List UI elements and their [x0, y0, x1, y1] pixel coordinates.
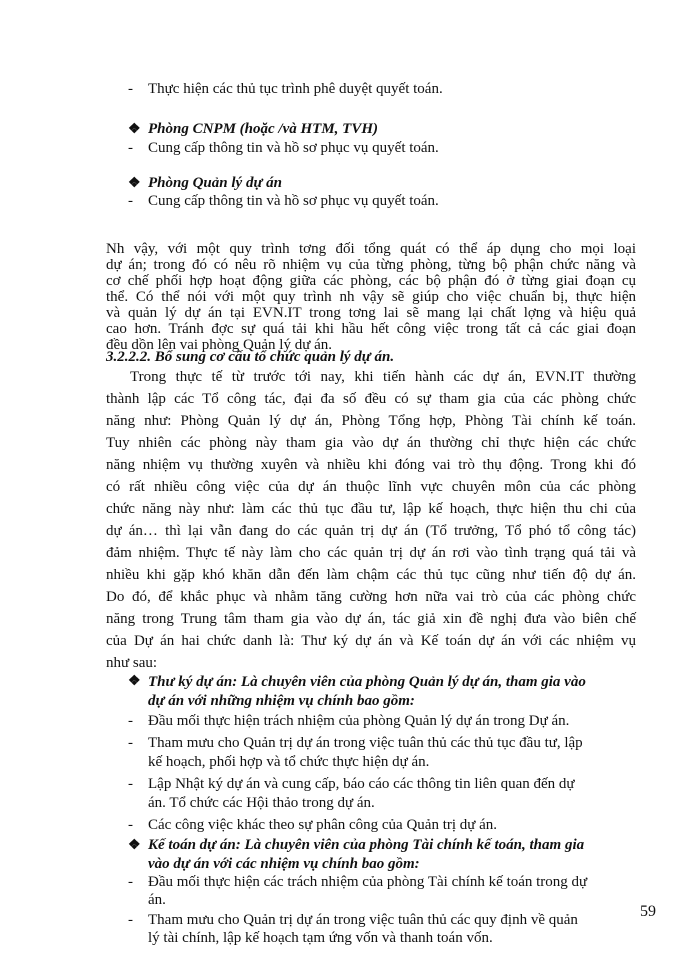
summary-line: cao hơn. Tránh đợc sự quá tải khi hầu hết công việc trong tất cả các giai đoạn — [106, 321, 636, 337]
body-line: như sau: — [106, 655, 158, 671]
body-line: năng trong Trung tâm tham gia vào dự án, tác giả xin đề nghị đưa vào biên chế — [106, 611, 636, 627]
body-line: năng nhiệm vụ thường xuyên và nhiều khi đóng vai trò thụ động. Trong khi đó — [106, 457, 636, 473]
body-line: của Dự án hai chức danh là: Thư ký dự án và Kế toán dự án với các nhiệm vụ — [106, 633, 636, 649]
diamond-bullet-icon: ❖ — [128, 674, 141, 689]
dash-bullet: - — [128, 874, 133, 890]
body-line: dự án… thì lại vẫn đang do các quản trị dự án (Tổ trưởng, Tổ phó tổ công tác) — [106, 523, 636, 539]
list-item-text: Cung cấp thông tin và hồ sơ phục vụ quyết toán. — [148, 193, 439, 209]
role-heading-text: vào dự án với các nhiệm vụ chính bao gồm: — [148, 856, 420, 872]
list-item-text: Đầu mối thực hiện các trách nhiệm của phòng Tài chính kế toán trong dự — [148, 874, 588, 890]
summary-line: đều dồn lên vai phòng Quản lý dự án. — [106, 337, 333, 353]
dash-bullet: - — [128, 912, 133, 928]
body-line: chức năng này như: làm các thủ tục đầu tư, lập kế hoạch, thực hiện thu chi của — [106, 501, 636, 517]
dash-bullet: - — [128, 140, 133, 156]
dash-bullet: - — [128, 817, 133, 833]
summary-line: Nh vậy, với một quy trình tơng đối tổng quát có thể áp dụng cho mọi loại — [106, 241, 636, 257]
list-item-text: Tham mưu cho Quản trị dự án trong việc tuân thủ các quy định về quản — [148, 912, 578, 928]
summary-line: dự án; trong đó có nêu rõ nhiệm vụ của từng phòng, từng bộ phận chức năng và — [106, 257, 636, 273]
role-heading-text: Kế toán dự án: Là chuyên viên của phòng Tài chính kế toán, tham gia — [148, 837, 585, 853]
role-heading-text: Thư ký dự án: Là chuyên viên của phòng Quản lý dự án, tham gia vào — [148, 674, 586, 690]
section-title: 3.2.2.2. Bổ sung cơ cấu tổ chức quản lý dự án. — [106, 349, 395, 365]
summary-line: và quản lý dự án tại EVN.IT trong tơng lai sẽ mang lại chất lợng và hiệu quả — [106, 305, 636, 321]
summary-line: thể. Có thể nói với một quy trình nh vậy sẽ giúp cho việc chuẩn bị, thực hiện — [106, 289, 636, 305]
diamond-bullet-icon: ❖ — [128, 176, 141, 191]
section-heading-text: Phòng CNPM (hoặc /và HTM, TVH) — [148, 121, 379, 137]
dash-bullet: - — [128, 81, 133, 97]
section-heading-text: Phòng Quản lý dự án — [148, 175, 283, 191]
list-item-text: án. — [148, 892, 166, 908]
role-heading-text: dự án với những nhiệm vụ chính bao gồm: — [148, 693, 415, 709]
list-item-text: Đầu mối thực hiện trách nhiệm của phòng Quản lý dự án trong Dự án. — [148, 713, 570, 729]
body-line: Do đó, để khắc phục và nhằm tăng cường hơn nữa vai trò của các phòng chức — [106, 589, 636, 605]
body-line: đảm nhiệm. Thực tế này làm cho các quản trị dự án rơi vào tình trạng quá tải và — [106, 545, 636, 561]
dash-bullet: - — [128, 193, 133, 209]
dash-bullet: - — [128, 776, 133, 792]
list-item-text: Lập Nhật ký dự án và cung cấp, báo cáo các thông tin liên quan đến dự — [148, 776, 575, 792]
list-item-text: Thực hiện các thủ tục trình phê duyệt quyết toán. — [148, 81, 443, 97]
list-item-text: lý tài chính, lập kế hoạch tạm ứng vốn và thanh toán vốn. — [148, 930, 493, 946]
list-item-text: Tham mưu cho Quản trị dự án trong việc tuân thủ các thủ tục đầu tư, lập — [148, 735, 583, 751]
body-line: có rất nhiều công việc của dự án thuộc lĩnh vực chuyên môn của các phòng — [106, 479, 636, 495]
body-line: năng như: Phòng Quản lý dự án, Phòng Tổng hợp, Phòng Tài chính kế toán. — [106, 413, 636, 429]
page-number: 59 — [640, 903, 656, 920]
diamond-bullet-icon: ❖ — [128, 122, 141, 137]
body-line: thành lập các Tổ công tác, đại đa số đều có sự tham gia của các phòng chức — [106, 391, 636, 407]
body-line: nhiều khi gặp khó khăn dẫn đến làm chậm các thủ tục cũng như tiến độ dự án. — [106, 567, 636, 583]
body-line: Tuy nhiên các phòng này tham gia vào dự án thường chỉ thực hiện các chức — [106, 435, 636, 451]
dash-bullet: - — [128, 735, 133, 751]
dash-bullet: - — [128, 713, 133, 729]
list-item-text: Cung cấp thông tin và hồ sơ phục vụ quyết toán. — [148, 140, 439, 156]
diamond-bullet-icon: ❖ — [128, 838, 141, 853]
list-item-text: Các công việc khác theo sự phân công của Quản trị dự án. — [148, 817, 498, 833]
body-line: Trong thực tế từ trước tới nay, khi tiến hành các dự án, EVN.IT thường — [130, 369, 636, 385]
summary-line: cơ chế phối hợp hoạt động giữa các phòng, các bộ phận đó ở từng giai đoạn cụ — [106, 273, 636, 289]
list-item-text: kế hoạch, phối hợp và tổ chức thực hiện dự án. — [148, 754, 430, 770]
list-item-text: án. Tổ chức các Hội thảo trong dự án. — [148, 795, 375, 811]
